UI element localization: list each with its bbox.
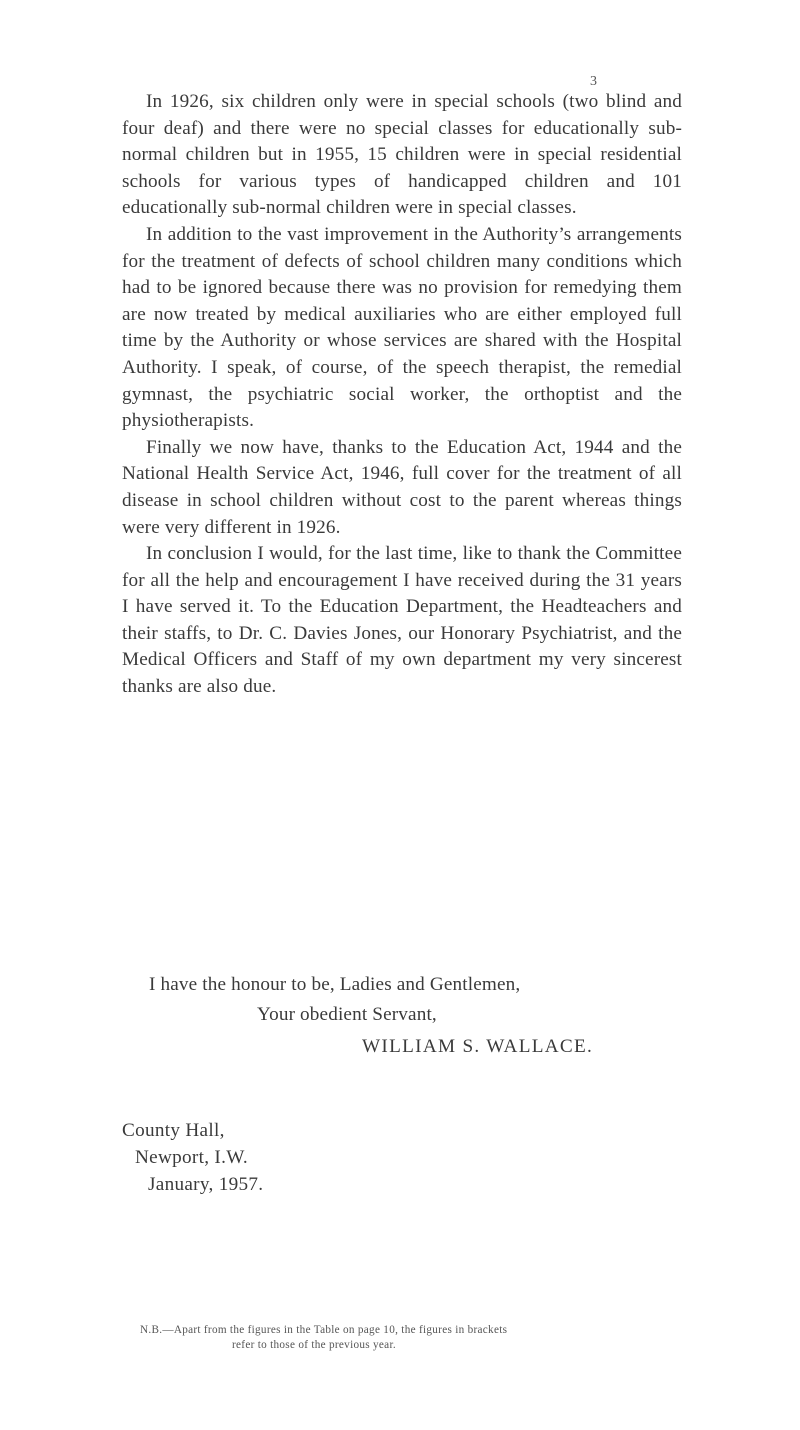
page-number: 3 [590,74,597,89]
address-line-1: County Hall, [122,1120,225,1141]
paragraph-health-acts: Finally we now have, thanks to the Education Act, 1944 and the National Health Service Act, 1946, full cover for the treatment of all disease in school children without cost to the parent whereas things were very different in 1926. [122,436,682,538]
closing-servant: Your obedient Servant, [257,1004,437,1025]
address-date: January, 1957. [148,1174,264,1195]
paragraph-conclusion: In conclusion I would, for the last time, like to thank the Committee for all the help and encouragement I have received during the 31 years I have served it. To the Education Department, the Headteachers and their staffs, to Dr. C. Davies Jones, our Honorary Psychiatrist, and the Medical Officers and Staff of my own department my very sincerest thanks are also due. [122,543,682,698]
signature: WILLIAM S. WALLACE. [362,1036,594,1057]
footnote-line-2: refer to those of the previous year. [232,1339,396,1351]
letter-closing [122,971,682,1061]
closing-salutation: I have the honour to be, Ladies and Gentlemen, [149,974,521,995]
footnote [140,1323,680,1353]
address-line-2: Newport, I.W. [135,1147,248,1168]
footnote-line-1: N.B.—Apart from the figures in the Table on page 10, the figures in brackets [140,1324,508,1336]
report-body [122,89,682,701]
paragraph-medical-auxiliaries: In addition to the vast improvement in the Authority’s arrangements for the treatment of defects of school children many conditions which had to be ignored because there was no provision for remedying them are now treated by medical auxiliaries who are either employed full time by the Authority or whose services are shared with the Hospital Authority. I speak, of course, of the speech therapist, the remedial gymnast, the psychiatric social worker, the orthoptist and the physiotherapists. [122,223,682,432]
paragraph-special-schools: In 1926, six children only were in special schools (two blind and four deaf) and there were no special classes for educationally sub-normal children but in 1955, 15 children were in special residential schools for various types of handicapped children and 101 educationally sub-normal children were in special classes. [122,91,682,219]
address-block [122,1117,263,1198]
